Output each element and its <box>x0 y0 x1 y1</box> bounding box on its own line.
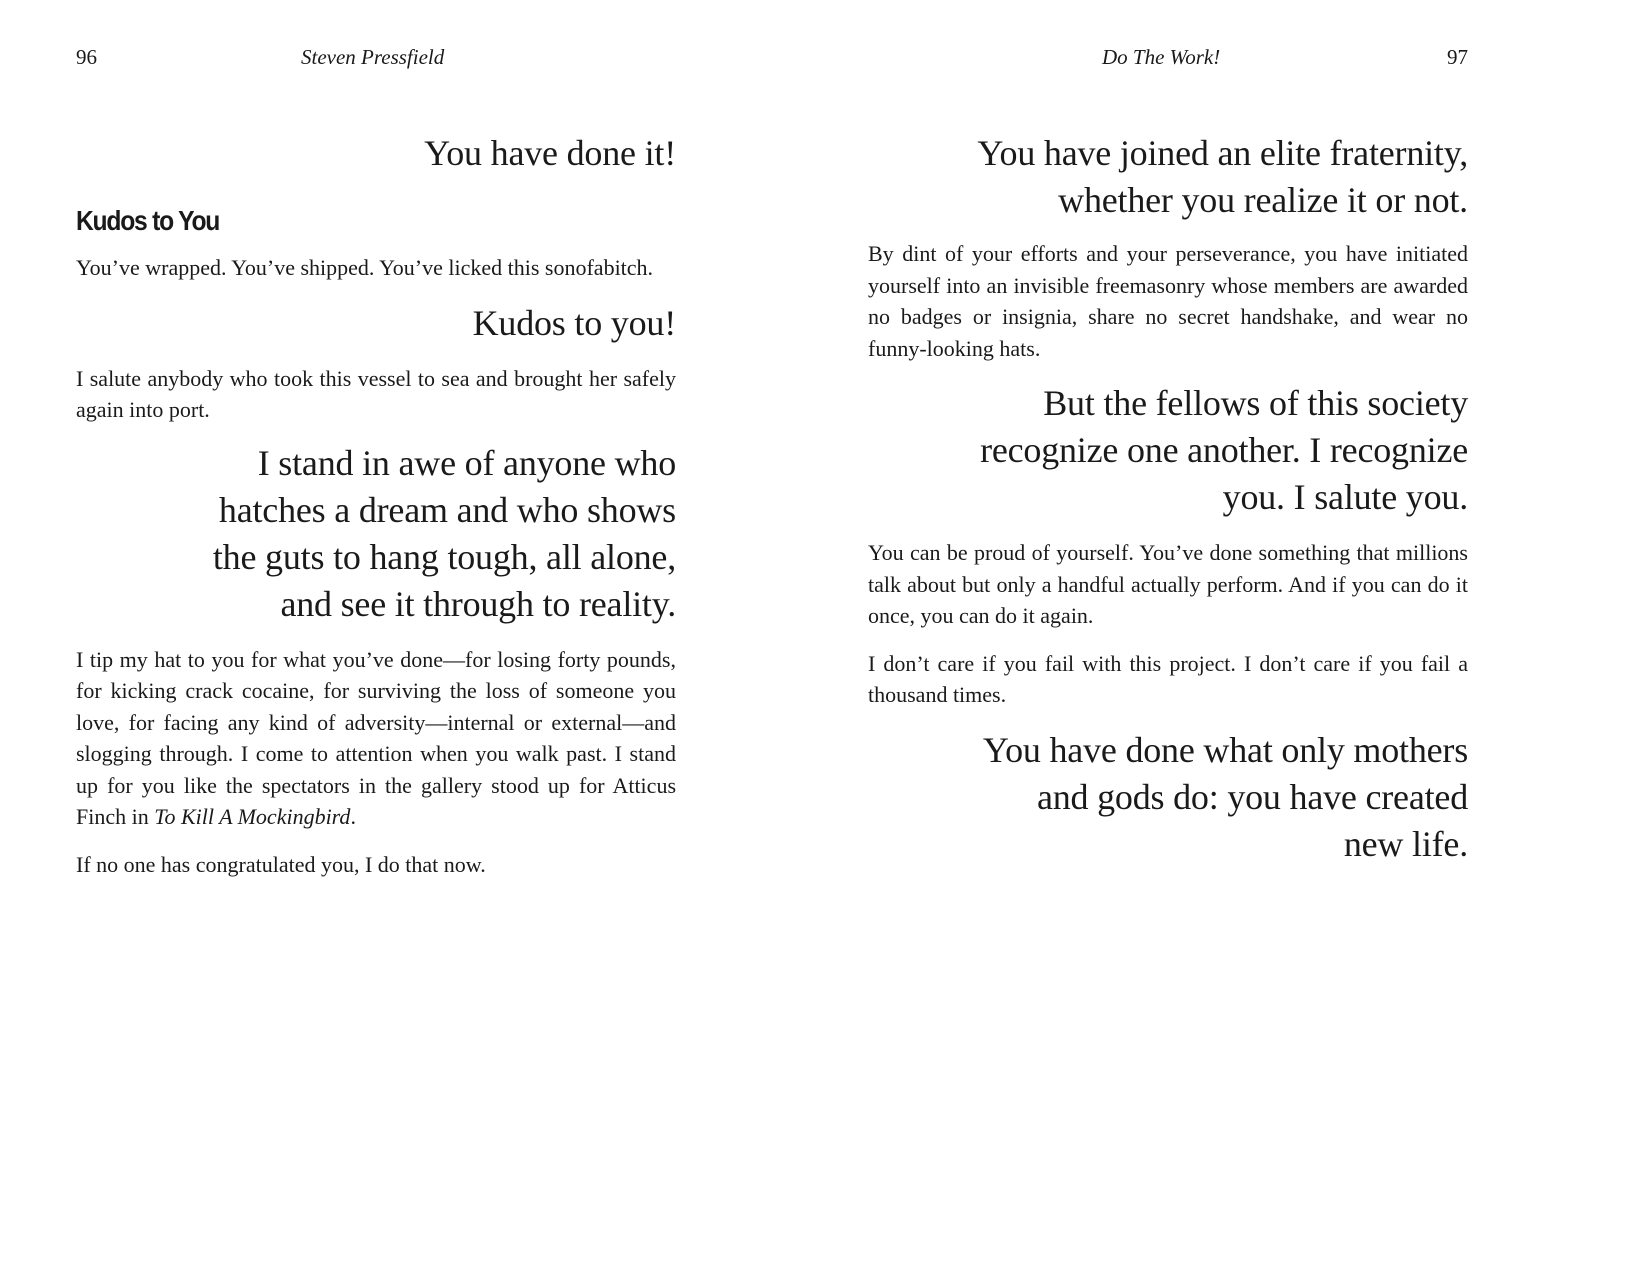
pull-quote-multiline <box>868 130 1468 224</box>
paragraph-text: I tip my hat to you for what you’ve done—for losing forty pounds, for kicking crack cocaine, for surviving the loss of someone you love, for facing any kind of adversity—internal or external—and slogging through. I come to attention when you walk past. I stand up for you like the spectators in the gallery stood up for Atticus Finch in <box>76 646 676 829</box>
pull-quote-line: the guts to hang tough, all alone, <box>212 536 676 577</box>
body-paragraph: By dint of your efforts and your perseverance, you have initiated yourself into an invisible freemasonry whose members are awarded no badges or insignia, share no secret handshake, and wear no funny-looking hats. <box>868 241 1468 361</box>
right-page <box>868 0 1468 1275</box>
body-paragraph <box>76 644 676 833</box>
body-paragraph: If no one has congratulated you, I do that now. <box>76 851 486 877</box>
left-page <box>76 0 676 1275</box>
pull-quote: You have done it! <box>424 133 676 173</box>
body-paragraph: I don’t care if you fail with this project. I don’t care if you fail a thousand times. <box>868 650 1468 707</box>
paragraph-end: . <box>350 804 356 829</box>
pull-quote-line: and see it through to reality. <box>280 583 676 624</box>
pull-quote-line: whether you realize it or not. <box>1058 180 1468 220</box>
pull-quote-multiline <box>868 727 1468 868</box>
pull-quote-line: I stand in awe of anyone who <box>257 442 676 483</box>
pull-quote-line: and gods do: you have created <box>1036 776 1468 817</box>
left-running-header <box>76 45 676 75</box>
pull-quote-line: But the fellows of this society <box>1043 383 1468 423</box>
right-page-body <box>868 130 1468 868</box>
page-number: 97 <box>1447 45 1468 69</box>
section-heading: Kudos to You <box>76 205 220 236</box>
pull-quote-line: You have done what only mothers <box>982 729 1468 770</box>
running-head-title: Do The Work! <box>1102 45 1221 69</box>
pull-quote-multiline <box>76 440 676 628</box>
pull-quote: Kudos to you! <box>472 302 676 343</box>
page-number: 96 <box>76 45 97 69</box>
running-head-author: Steven Pressfield <box>301 45 445 69</box>
pull-quote-line: You have joined an elite fraternity, <box>977 133 1468 173</box>
pull-quote-line: recognize one another. I recognize <box>980 430 1468 470</box>
body-paragraph: You can be proud of yourself. You’ve done something that millions talk about but only a handful actually perform. And if you can do it once, you can do it again. <box>868 540 1468 628</box>
pull-quote-line: hatches a dream and who shows <box>218 489 676 530</box>
book-title: To Kill A Mockingbird <box>154 804 351 829</box>
body-paragraph: I salute anybody who took this vessel to sea and brought her safely again into port. <box>76 365 676 422</box>
pull-quote-line: new life. <box>1343 823 1468 864</box>
pull-quote-line: you. I salute you. <box>1222 477 1468 517</box>
left-page-body <box>76 130 676 880</box>
body-paragraph: You’ve wrapped. You’ve shipped. You’ve licked this sonofabitch. <box>76 255 654 280</box>
pull-quote-multiline <box>868 380 1468 521</box>
right-running-header <box>868 45 1468 75</box>
